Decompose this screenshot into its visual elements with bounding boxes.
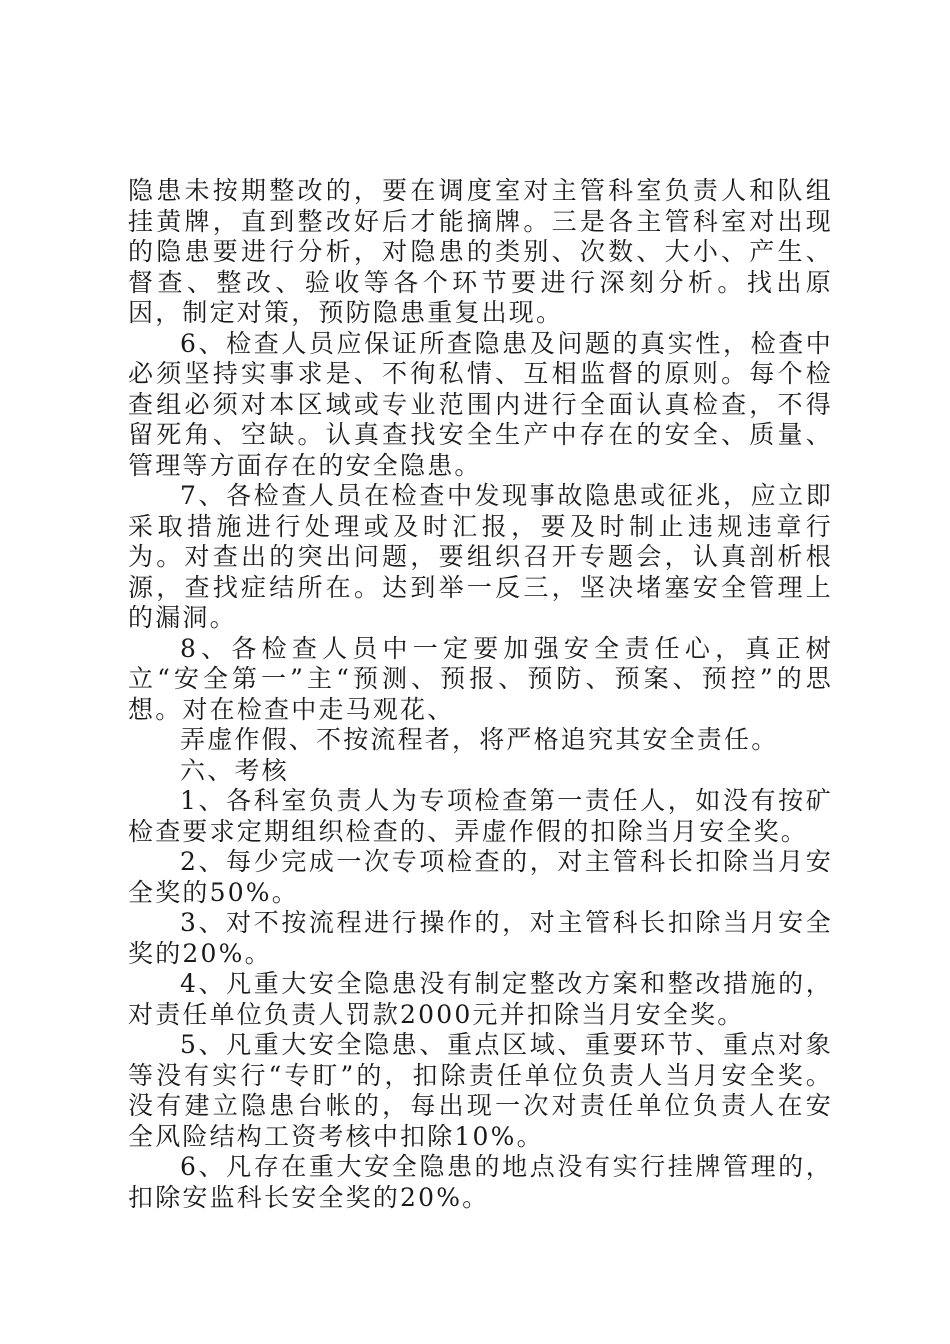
paragraph-item-6: 6、检查人员应保证所查隐患及问题的真实性，检查中必须坚持实事求是、不徇私情、互相监督的原则。每个检查组必须对本区域或专业范围内进行全面认真检查，不得留死角、空缺。认真查找安全生产中存在的安全、质量、管理等方面存在的安全隐患。 <box>128 328 833 480</box>
assessment-item-6: 6、凡存在重大安全隐患的地点没有实行挂牌管理的，扣除安监科长安全奖的20%。 <box>128 1152 833 1212</box>
assessment-item-4: 4、凡重大安全隐患没有制定整改方案和整改措施的，对责任单位负责人罚款2000元并扣除当月安全奖。 <box>128 969 833 1029</box>
section-heading-assessment: 六、考核 <box>180 755 289 785</box>
paragraph-item-8: 8、各检查人员中一定要加强安全责任心，真正树立“安全第一”主“预测、预报、预防、预案、预控”的思想。对在检查中走马观花、 <box>128 633 833 724</box>
paragraph-item-8-continued: 弄虚作假、不按流程者，将严格追究其安全责任。 <box>180 725 779 754</box>
document-body <box>128 176 833 1213</box>
assessment-item-3: 3、对不按流程进行操作的，对主管科长扣除当月安全奖的20%。 <box>128 908 833 968</box>
paragraph-item-7: 7、各检查人员在检查中发现事故隐患或征兆，应立即采取措施进行处理或及时汇报，要及时制止违规违章行为。对查出的突出问题，要组织召开专题会，认真剖析根源，查找症结所在。达到举一反三，坚决堵塞安全管理上的漏洞。 <box>128 481 833 632</box>
paragraph-continuation: 隐患未按期整改的，要在调度室对主管科室负责人和队组挂黄牌，直到整改好后才能摘牌。三是各主管科室对出现的隐患要进行分析，对隐患的类别、次数、大小、产生、督查、整改、验收等各个环节要进行深刻分析。找出原因，制定对策，预防隐患重复出现。 <box>128 176 833 327</box>
assessment-item-1: 1、各科室负责人为专项检查第一责任人，如没有按矿检查要求定期组织检查的、弄虚作假的扣除当月安全奖。 <box>128 786 833 846</box>
assessment-item-2: 2、每少完成一次专项检查的，对主管科长扣除当月安全奖的50%。 <box>128 847 833 907</box>
assessment-item-5: 5、凡重大安全隐患、重点区域、重要环节、重点对象等没有实行“专盯”的，扣除责任单位负责人当月安全奖。没有建立隐患台帐的，每出现一次对责任单位负责人在安全风险结构工资考核中扣除10%。 <box>128 1030 833 1151</box>
